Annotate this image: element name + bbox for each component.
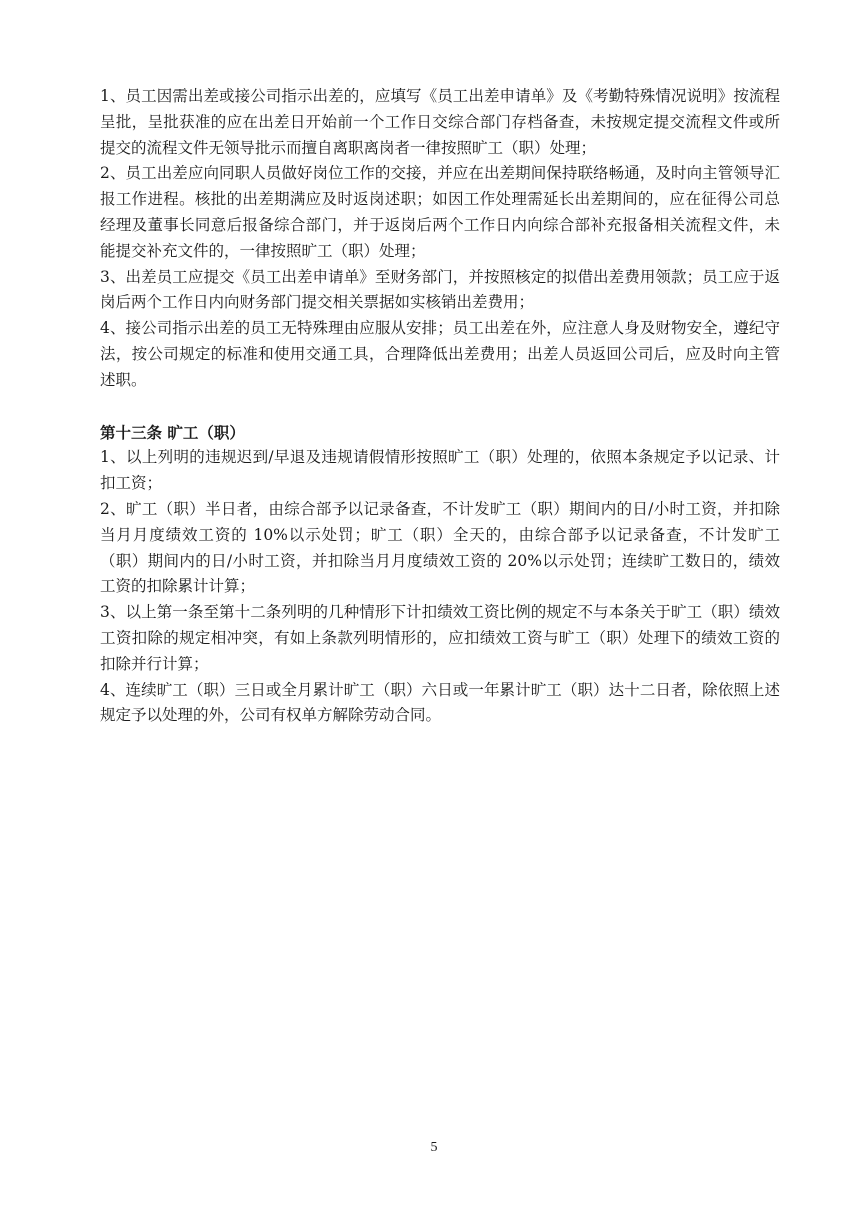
section-13-item-2: 2、旷工（职）半日者，由综合部予以记录备查，不计发旷工（职）期间内的日/小时工资，并扣除当月月度绩效工资的 10%以示处罚；旷工（职）全天的，由综合部予以记录备查，不计发旷工（职）期间内的日/小时工资，并扣除当月月度绩效工资的 20%以示处罚；连续旷工数日的，绩效工资的扣除累计计算；: [100, 499, 780, 596]
section-13-heading: 第十三条 旷工（职）: [100, 422, 245, 442]
document-page: [100, 84, 780, 729]
section-13: [100, 420, 780, 730]
section-12-body: [100, 84, 780, 394]
section-spacer: [100, 394, 780, 420]
section-13-item-4: 4、连续旷工（职）三日或全月累计旷工（职）六日或一年累计旷工（职）达十二日者，除依照上述规定予以处理的外，公司有权单方解除劳动合同。: [100, 680, 780, 725]
section-13-item-1: 1、以上列明的违规迟到/早退及违规请假情形按照旷工（职）处理的，依照本条规定予以记录、计扣工资；: [100, 448, 780, 493]
page-number: 5: [430, 1140, 438, 1155]
section-13-item-3: 3、以上第一条至第十二条列明的几种情形下计扣绩效工资比例的规定不与本条关于旷工（职）绩效工资扣除的规定相冲突，有如上条款列明情形的，应扣绩效工资与旷工（职）处理下的绩效工资的扣除并行计算；: [100, 603, 780, 673]
section-12-item-2: 2、员工出差应向同职人员做好岗位工作的交接，并应在出差期间保持联络畅通，及时向主管领导汇报工作进程。核批的出差期满应及时返岗述职；如因工作处理需延长出差期间的，应在征得公司总经理及董事长同意后报备综合部门，并于返岗后两个工作日内向综合部补充报备相关流程文件，未能提交补充文件的，一律按照旷工（职）处理；: [100, 164, 780, 260]
section-12-item-1: 1、员工因需出差或接公司指示出差的，应填写《员工出差申请单》及《考勤特殊情况说明》按流程呈批，呈批获准的应在出差日开始前一个工作日交综合部门存档备查，未按规定提交流程文件或所提交的流程文件无领导批示而擅自离职离岗者一律按照旷工（职）处理；: [100, 87, 780, 157]
section-12-item-3: 3、出差员工应提交《员工出差申请单》至财务部门，并按照核定的拟借出差费用领款；员工应于返岗后两个工作日内向财务部门提交相关票据如实核销出差费用；: [100, 267, 780, 312]
section-12-item-4: 4、接公司指示出差的员工无特殊理由应服从安排；员工出差在外，应注意人身及财物安全，遵纪守法，按公司规定的标准和使用交通工具，合理降低出差费用；出差人员返回公司后，应及时向主管述职。: [100, 319, 780, 389]
